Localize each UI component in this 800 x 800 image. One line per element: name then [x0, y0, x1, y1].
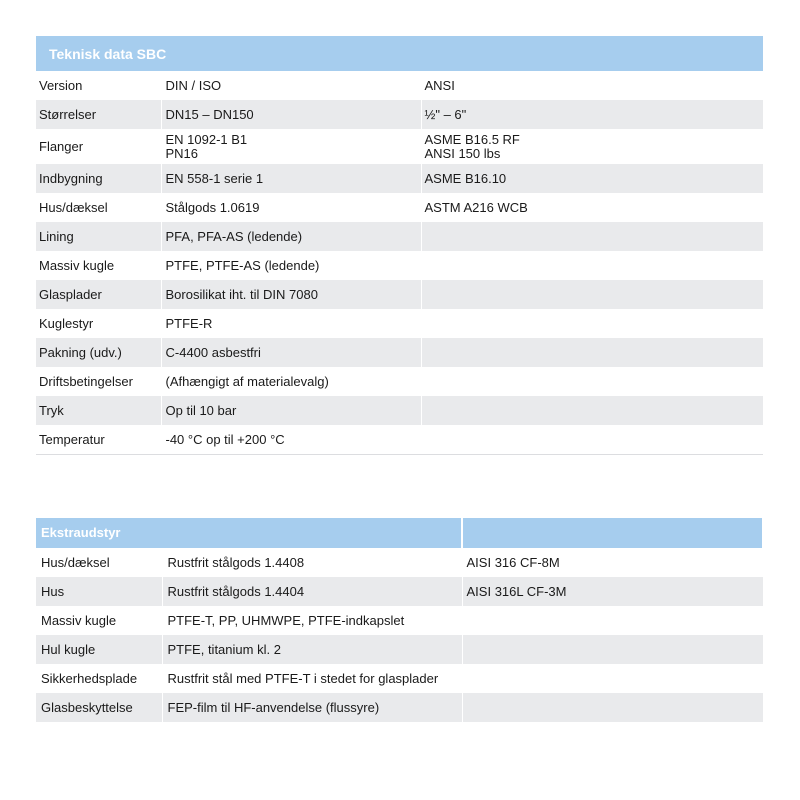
table-row — [36, 251, 763, 280]
cell-line: ANSI — [424, 77, 455, 93]
cell-line: ASME B16.5 RF — [424, 131, 520, 147]
row-label: Massiv kugle — [36, 251, 161, 280]
table-row — [36, 222, 763, 251]
cell-line: DIN / ISO — [165, 77, 222, 93]
material-value: Rustfrit stålgods 1.4408 — [162, 548, 462, 577]
cell-line: PTFE, PTFE-AS (ledende) — [165, 257, 320, 273]
cell-line: EN 1092-1 B1 — [165, 131, 248, 147]
standard-value: AISI 316L CF-3M — [462, 577, 762, 606]
table-row — [36, 338, 763, 367]
cell-line: DN15 – DN150 — [165, 106, 254, 122]
row-label: Driftsbetingelser — [36, 367, 161, 396]
ansi-value — [421, 193, 763, 222]
din-value — [161, 71, 421, 100]
ansi-value — [421, 100, 763, 129]
cell-line: C-4400 asbestfri — [165, 344, 261, 360]
table-row — [36, 193, 763, 222]
row-label: Lining — [36, 222, 161, 251]
table-row — [36, 548, 763, 577]
table-row — [36, 164, 763, 193]
table-row — [36, 664, 763, 693]
ansi-value — [421, 309, 763, 338]
cell-line: PFA, PFA-AS (ledende) — [165, 228, 303, 244]
standard-value — [462, 693, 762, 722]
cell-line: ANSI 150 lbs — [424, 145, 501, 161]
row-label: Version — [36, 71, 161, 100]
cell-line: ASTM A216 WCB — [424, 199, 528, 215]
table-title: Ekstraudstyr — [36, 518, 462, 548]
ansi-value — [421, 367, 763, 396]
ansi-value — [421, 71, 763, 100]
table-row — [36, 309, 763, 338]
row-label: Massiv kugle — [36, 606, 162, 635]
cell-line: PTFE-R — [165, 315, 213, 331]
ansi-value — [421, 280, 763, 309]
cell-line: (Afhængigt af materialevalg) — [165, 373, 329, 389]
din-value — [161, 425, 421, 455]
accessories-table — [36, 518, 763, 722]
din-value — [161, 129, 421, 164]
header-empty-cell — [462, 518, 762, 548]
din-value — [161, 338, 421, 367]
din-value — [161, 309, 421, 338]
din-value — [161, 100, 421, 129]
din-value — [161, 164, 421, 193]
din-value — [161, 367, 421, 396]
row-label: Pakning (udv.) — [36, 338, 161, 367]
table-row — [36, 693, 763, 722]
din-value — [161, 193, 421, 222]
row-label: Størrelser — [36, 100, 161, 129]
row-label: Kuglestyr — [36, 309, 161, 338]
material-value: Rustfrit stålgods 1.4404 — [162, 577, 462, 606]
ansi-value — [421, 164, 763, 193]
cell-line: -40 °C op til +200 °C — [165, 431, 285, 447]
row-label: Hus/dæksel — [36, 548, 162, 577]
table-row — [36, 367, 763, 396]
din-value — [161, 251, 421, 280]
standard-value — [462, 635, 762, 664]
ansi-value — [421, 425, 763, 455]
row-label: Tryk — [36, 396, 161, 425]
din-value — [161, 280, 421, 309]
cell-line: EN 558-1 serie 1 — [165, 170, 264, 186]
table-row — [36, 577, 763, 606]
row-label: Glasbeskyttelse — [36, 693, 162, 722]
table-row — [36, 425, 763, 455]
table-header — [36, 518, 763, 548]
din-value — [161, 222, 421, 251]
standard-value: AISI 316 CF-8M — [466, 554, 560, 570]
table-row — [36, 606, 763, 635]
cell-line: Borosilikat iht. til DIN 7080 — [165, 286, 318, 302]
row-label: Glasplader — [36, 280, 161, 309]
row-label: Hus — [36, 577, 162, 606]
ansi-value — [421, 338, 763, 367]
technical-data-table — [36, 36, 763, 455]
material-value: FEP-film til HF-anvendelse (flussyre) — [162, 693, 462, 722]
table-title: Teknisk data SBC — [36, 36, 763, 71]
ansi-value — [421, 251, 763, 280]
table-row — [36, 129, 763, 164]
standard-value — [462, 664, 762, 693]
row-label: Flanger — [36, 129, 161, 164]
cell-line: PN16 — [165, 145, 199, 161]
row-label: Sikkerhedsplade — [36, 664, 162, 693]
table-row — [36, 396, 763, 425]
cell-line: Stålgods 1.0619 — [165, 199, 260, 215]
table-row — [36, 635, 763, 664]
standard-value — [462, 606, 762, 635]
cell-line: ½" – 6" — [424, 106, 467, 122]
row-label: Hus/dæksel — [36, 193, 161, 222]
ansi-value — [421, 396, 763, 425]
ansi-value — [421, 222, 763, 251]
table-header — [36, 36, 763, 71]
din-value — [161, 396, 421, 425]
row-label: Indbygning — [36, 164, 161, 193]
table-row — [36, 71, 763, 100]
table-row — [36, 280, 763, 309]
material-value: PTFE, titanium kl. 2 — [162, 635, 462, 664]
material-value: PTFE-T, PP, UHMWPE, PTFE-indkapslet — [162, 606, 462, 635]
row-label: Temperatur — [36, 425, 161, 455]
cell-line: ASME B16.10 — [424, 170, 507, 186]
ansi-value — [421, 129, 763, 164]
table-row — [36, 100, 763, 129]
material-value: Rustfrit stål med PTFE-T i stedet for glasplader — [162, 664, 462, 693]
cell-line: Op til 10 bar — [165, 402, 237, 418]
row-label: Hul kugle — [36, 635, 162, 664]
